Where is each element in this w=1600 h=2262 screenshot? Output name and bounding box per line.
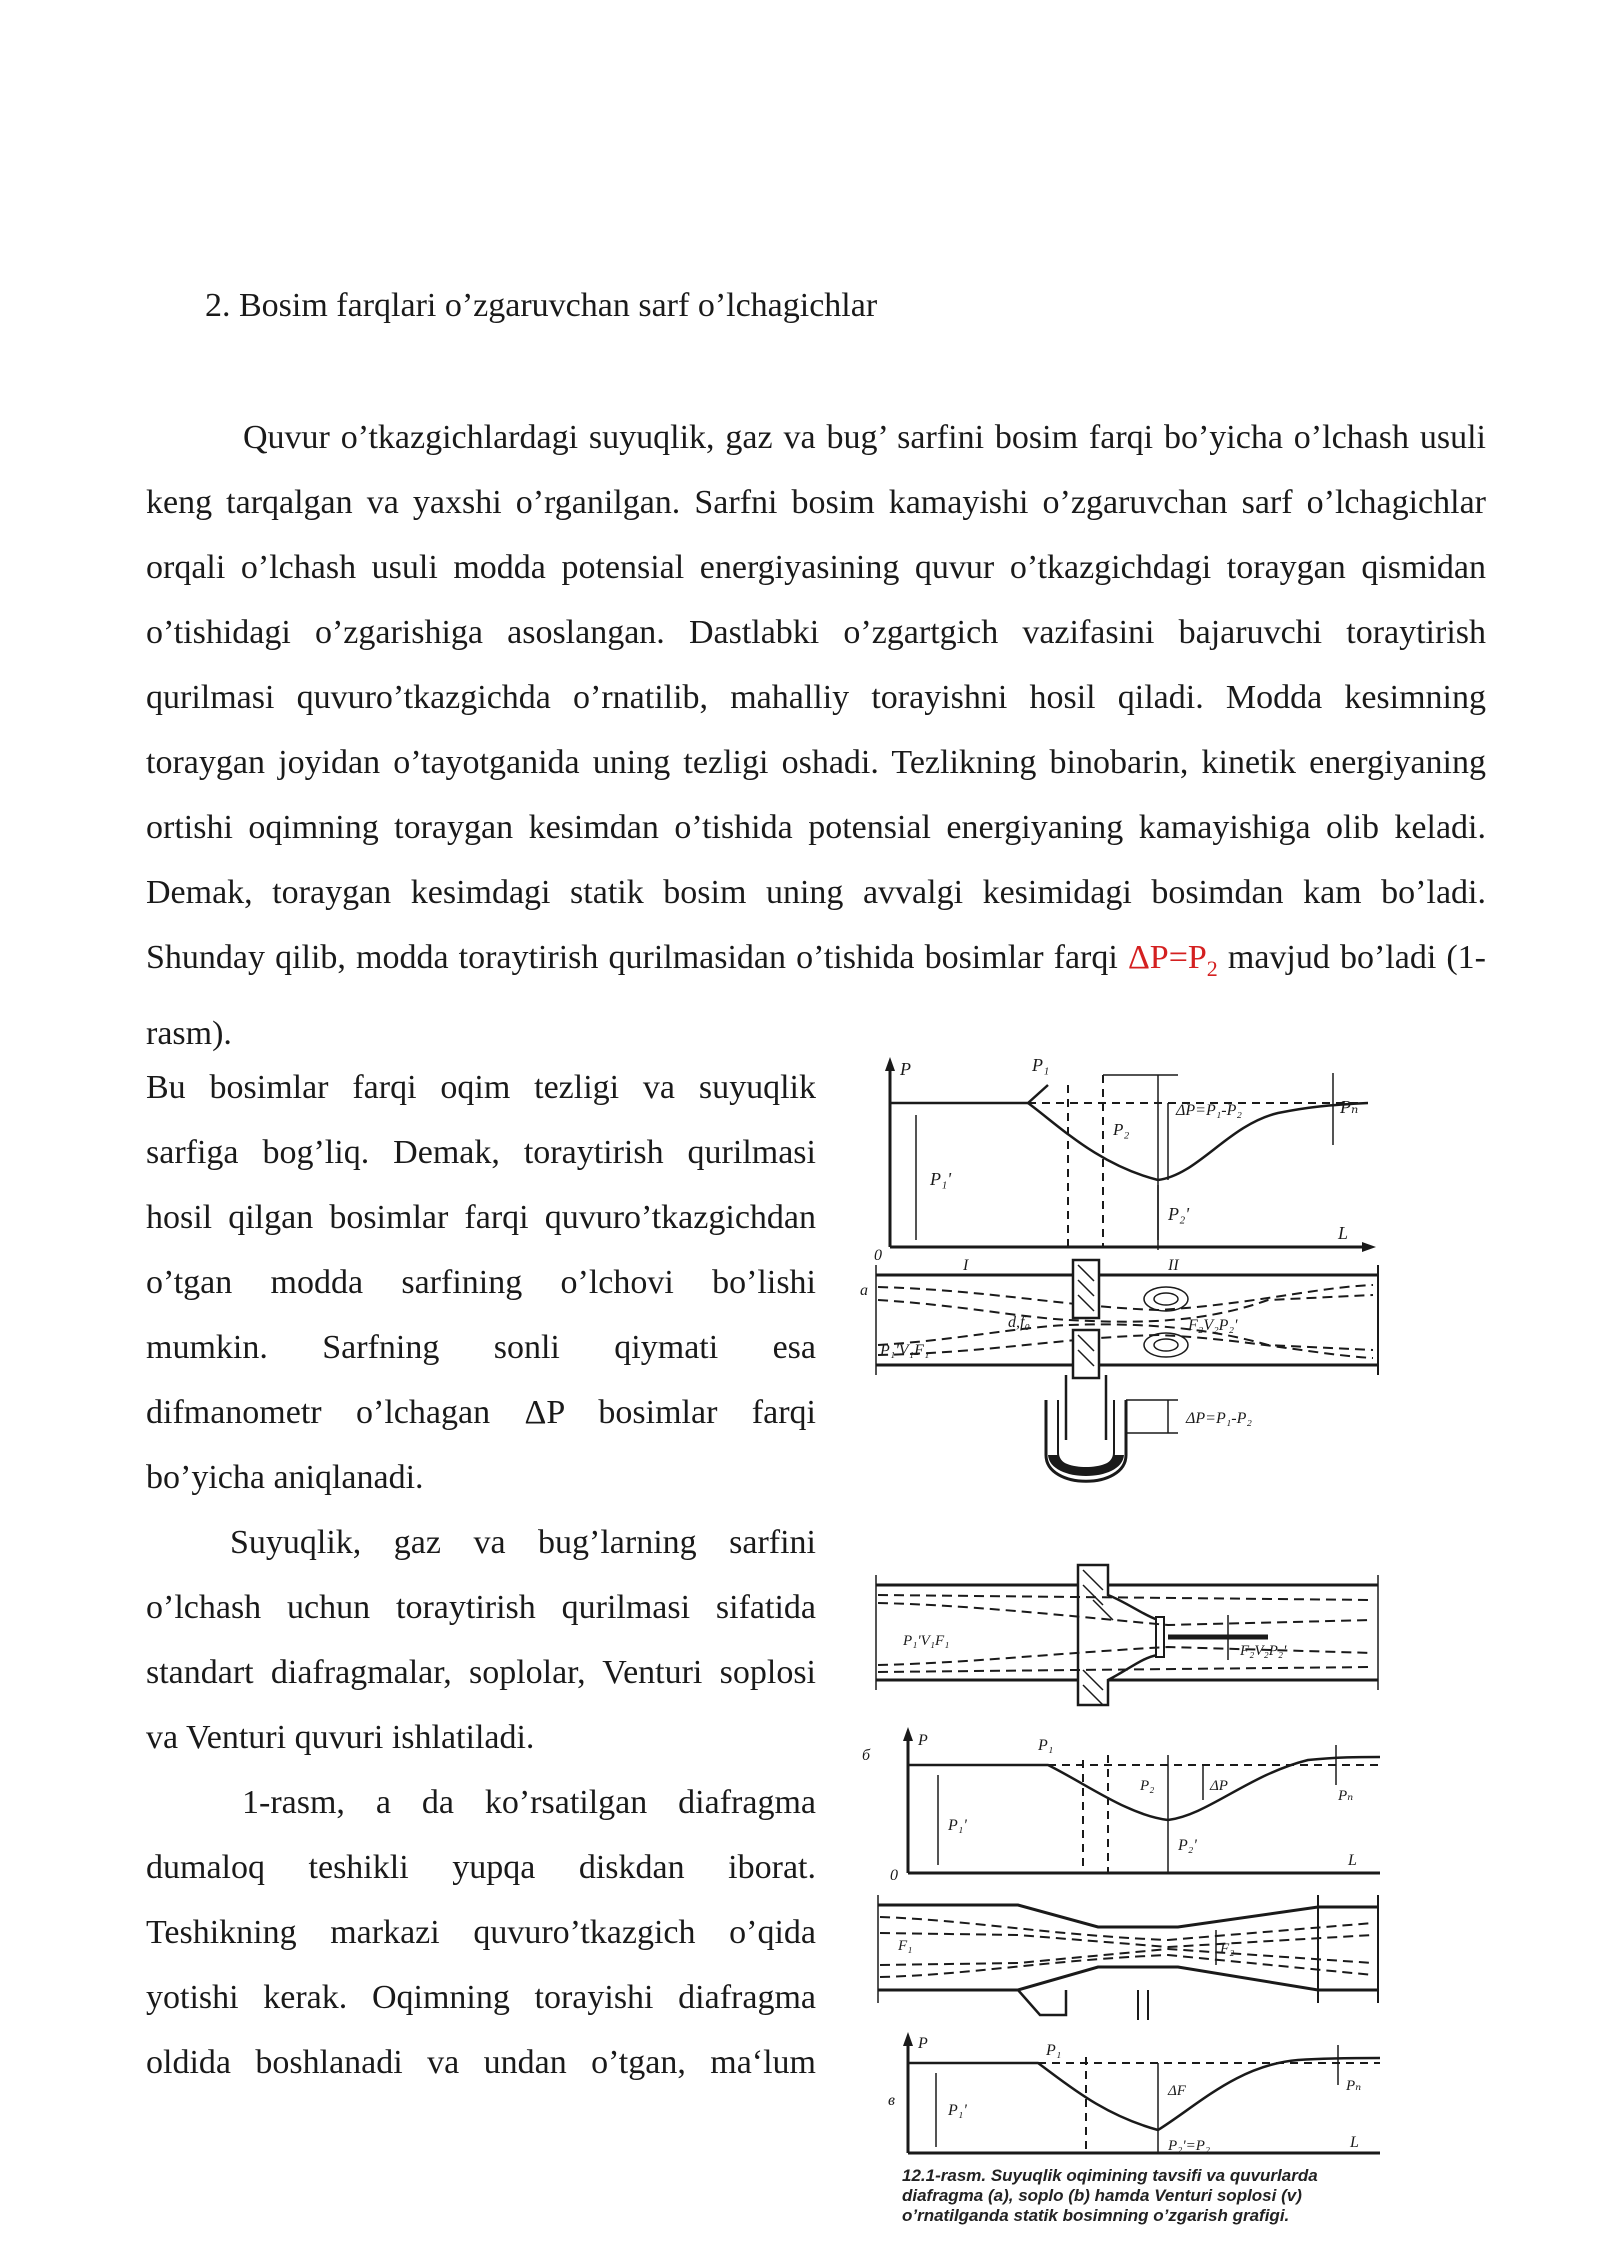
label-v-p2-eq: P₂'=P₂ bbox=[1168, 2138, 1211, 2154]
label-flow-right: F₂V₂P₂' bbox=[1188, 1317, 1238, 1334]
nozzle-pipe bbox=[876, 1565, 1378, 1705]
label-b-zero: 0 bbox=[890, 1867, 898, 1884]
label-b-pn: Pₙ bbox=[1338, 1788, 1354, 1804]
delta-p-formula: $\Delta P=P_2$ bbox=[1127, 939, 1218, 981]
diaphragm-paragraph: 1-rasm, a da ko’rsatilgan diafragma dumaloq teshikli yupqa diskdan iborat. Teshikning markazi quvuro’tkazgich o’qida yotishi kerak. Oqimning torayishi diafragma oldida boshlanadi va undan o’tgan, ma‘lum bbox=[146, 1784, 816, 2081]
label-panel-b-left: P₁'V₁F₁ bbox=[903, 1633, 950, 1649]
label-b-p2: P₂ bbox=[1140, 1778, 1155, 1794]
label-panel-a: a bbox=[860, 1282, 868, 1299]
label-b-l: L bbox=[1348, 1852, 1357, 1869]
intro-paragraph bbox=[146, 405, 1486, 1066]
label-section-i: I bbox=[963, 1257, 969, 1274]
label-b-p1-prime: P₁' bbox=[948, 1817, 967, 1834]
nozzle-pressure-graph bbox=[862, 1727, 1380, 1884]
label-p: P bbox=[900, 1059, 911, 1079]
pressure-difference-paragraph: Bu bosimlar farqi oqim tezligi va suyuqlik sarfiga bog’liq. Demak, toraytirish qurilmasi hosil qilgan bosimlar farqi quvuro’tkazgichdan o’tgan modda sarfining o’lchovi bo’lishi mumkin. Sarfning sonli qiymati esa difmanometr o’lchagan ΔP bosimlar farqi bo’yicha aniqlanadi. bbox=[146, 1069, 816, 1496]
label-v-f2: F₂ bbox=[1220, 1941, 1235, 1957]
label-pn: Pₙ bbox=[1340, 1097, 1359, 1117]
label-p1: P₁ bbox=[1032, 1055, 1050, 1075]
label-panel-b-right: F₂V₂P₂' bbox=[1240, 1643, 1287, 1659]
label-delta-p-gauge: ΔP=P₁-P₂ bbox=[1186, 1410, 1252, 1427]
label-v-f1: F₁ bbox=[898, 1938, 913, 1954]
label-p1-prime: P₁' bbox=[930, 1169, 952, 1189]
venturi-pipe bbox=[878, 1895, 1378, 2020]
label-section-ii: II bbox=[1168, 1257, 1179, 1274]
label-v-l: L bbox=[1350, 2134, 1359, 2151]
label-v-pn: Pₙ bbox=[1346, 2078, 1362, 2094]
label-zero: 0 bbox=[874, 1247, 882, 1264]
label-b-delta-p: ΔP bbox=[1210, 1778, 1228, 1794]
label-v-p: P bbox=[918, 2035, 928, 2052]
label-flow-left: P₁'V₁F₁ bbox=[880, 1342, 930, 1359]
flow-figure bbox=[860, 1055, 1408, 2255]
label-v-p1-prime: P₁' bbox=[948, 2102, 967, 2119]
figure-caption: 12.1-rasm. Suyuqlik oqimining tavsifi va quvurlarda diafragma (a), soplo (b) hamda Venturi soplosi (v) o’rnatilganda statik bosimning o’zgarish grafigi. bbox=[902, 2166, 1318, 2225]
intro-paragraph-text: Quvur o’tkazgichlardagi suyuqlik, gaz va bug’ sarfini bosim farqi bo’yicha o’lchash usuli keng tarqalgan va yaxshi o’rganilgan. Sarfni bosim kamayishi o’zgaruvchan sarf o’lchagichlar orqali o’lchash usuli modda potensial energiyasining quvur o’tkazgichdagi toraygan qismidan o’tishidagi o’zgarishiga asoslangan. Dastlabki o’zgartgich vazifasini bajaruvchi toraytirish qurilmasi quvuro’tkazgichda o’rnatilib, mahalliy torayishni hosil qiladi. Modda kesimning toraygan joyidan o’tayotganida uning tezligi oshadi. Tezlikning binobarin, kinetik energiyaning ortishi oqimning toraygan kesimdan o’tishida potensial energiyaning kamayishiga olib keladi. Demak, toraygan kesimdagi statik bosim uning avvalgi kesimidagi bosimdan kam bo’ladi. Shunday qilib, modda toraytirish qurilmasidan o’tishida bosimlar farqi bbox=[146, 419, 1486, 976]
label-delta-p-top: ΔP=P₁-P₂ bbox=[1176, 1102, 1242, 1119]
label-b-p2-prime: P₂' bbox=[1178, 1837, 1197, 1854]
section-heading: 2. Bosim farqlari o’zgaruvchan sarf o’lchagichlar bbox=[205, 287, 878, 324]
label-l: L bbox=[1338, 1223, 1349, 1243]
diaphragm-pipe bbox=[860, 1257, 1378, 1481]
devices-paragraph: Suyuqlik, gaz va bug’larning sarfini o’lchash uchun toraytirish qurilmasi sifatida standart diafragmalar, soplolar, Venturi soplosi va Venturi quvuri ishlatiladi. bbox=[146, 1524, 816, 1756]
label-panel-v: в bbox=[888, 2092, 895, 2109]
venturi-pressure-graph bbox=[888, 2032, 1380, 2154]
flow-diagram bbox=[860, 1055, 1408, 2165]
left-text-column bbox=[146, 1055, 816, 2095]
label-v-df: ΔF bbox=[1168, 2083, 1186, 2099]
label-p2-prime: P₂' bbox=[1168, 1204, 1190, 1224]
label-v-p1: P₁ bbox=[1046, 2042, 1062, 2059]
label-b-p: P bbox=[918, 1732, 928, 1749]
label-d-f0: d,f₀ bbox=[1008, 1314, 1031, 1331]
label-panel-b: б bbox=[862, 1747, 871, 1764]
intro-paragraph-tail: mavjud bo’ladi (1-rasm). bbox=[146, 939, 1487, 1052]
label-p2: P₂ bbox=[1113, 1120, 1130, 1139]
label-b-p1: P₁ bbox=[1038, 1737, 1054, 1754]
diaphragm-pressure-graph bbox=[874, 1055, 1376, 1264]
